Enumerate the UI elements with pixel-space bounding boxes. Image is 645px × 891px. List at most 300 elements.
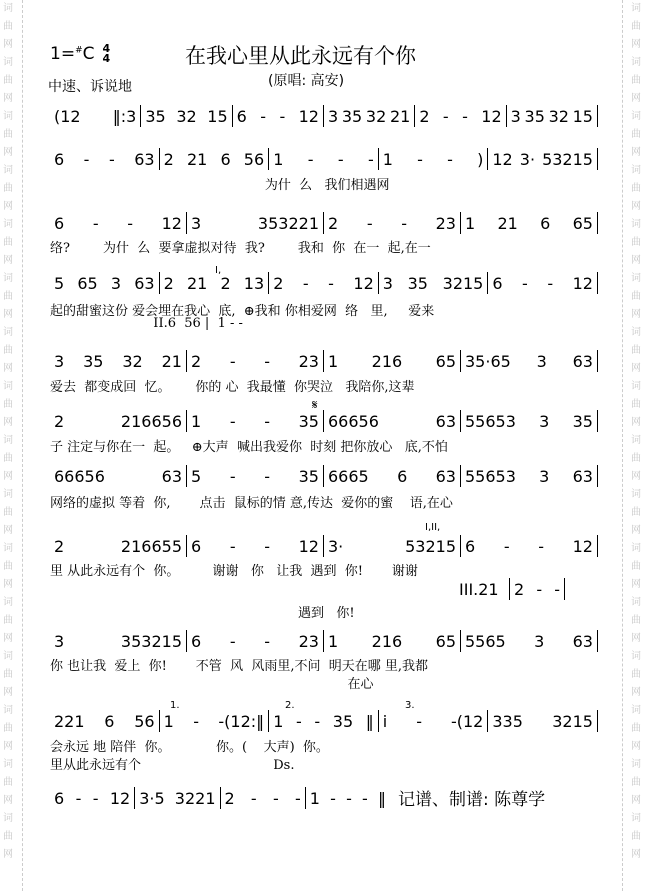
note-group: 65 xyxy=(435,351,456,371)
note-group: - xyxy=(538,536,544,556)
note-group: 3·5 xyxy=(139,788,165,808)
note-group: - xyxy=(229,466,236,486)
watermark-char: 网 xyxy=(3,39,13,50)
note-group: 63 xyxy=(572,466,593,486)
note-group: 221 xyxy=(54,711,85,731)
note-group: 216655 xyxy=(120,536,182,556)
note-group: 1 xyxy=(273,711,284,731)
note-group: - xyxy=(229,536,236,556)
volta-1: 1. xyxy=(170,700,180,711)
note-group: 63 xyxy=(572,631,593,651)
note-group: 3221 xyxy=(174,788,216,808)
tempo-marking: 中速、诉说地 xyxy=(48,79,132,95)
note-group: - xyxy=(272,788,279,808)
measure xyxy=(50,710,160,732)
note-group: 35 xyxy=(524,106,545,126)
note-group: - xyxy=(83,149,90,169)
measure xyxy=(187,465,324,487)
watermark-char: 网 xyxy=(3,363,13,374)
watermark-char: 网 xyxy=(631,579,641,590)
measure xyxy=(324,630,461,652)
note-group: 23 xyxy=(435,213,456,233)
note-group: ‖ xyxy=(365,711,374,731)
watermark-char: 词 xyxy=(3,219,13,230)
credit: 记谱、制谱: 陈尊学 xyxy=(398,790,546,810)
note-group: - xyxy=(127,213,133,233)
note-group: 32 xyxy=(548,106,569,126)
ending-mark: I, xyxy=(215,265,222,276)
watermark-char: 网 xyxy=(631,39,641,50)
note-group: 6 xyxy=(492,273,503,293)
measure xyxy=(461,535,598,557)
note-group: - xyxy=(294,788,301,808)
watermark-char: 曲 xyxy=(3,21,13,32)
note-group: - xyxy=(337,149,344,169)
note-group: 55653 xyxy=(465,466,516,486)
lyrics-line: 爱去 都变成回 忆。 你的 心 我最懂 你哭泣 我陪你,这辈 xyxy=(50,380,415,395)
watermark-char: 词 xyxy=(3,273,13,284)
watermark-char: 网 xyxy=(3,201,13,212)
note-group: 353215 xyxy=(120,631,182,651)
measure xyxy=(269,710,379,732)
note-group: 21 xyxy=(497,213,518,233)
note-group: 6 xyxy=(54,149,65,169)
watermark-char: 词 xyxy=(631,435,641,446)
watermark-char: 网 xyxy=(3,525,13,536)
key-note: C xyxy=(82,44,95,64)
note-group: 3 xyxy=(327,106,339,126)
note-group: 6 xyxy=(54,788,65,808)
note-group: 6 xyxy=(397,466,408,486)
note-group: 335 xyxy=(492,711,523,731)
note-group: 2 xyxy=(54,411,65,431)
note-group: 3 xyxy=(539,411,550,431)
measure xyxy=(50,148,160,170)
note-group: 12 xyxy=(481,106,502,126)
watermark-char: 网 xyxy=(631,795,641,806)
measure xyxy=(50,350,187,372)
note-group: 6 xyxy=(191,536,202,556)
measure xyxy=(135,787,220,809)
watermark-char: 网 xyxy=(3,741,13,752)
watermark-char: 网 xyxy=(3,255,13,266)
measure xyxy=(488,710,598,732)
volta-2: 2. xyxy=(285,700,295,711)
note-group: 23 xyxy=(298,631,319,651)
note-group: 216 xyxy=(371,351,403,371)
note-group: 35 xyxy=(83,351,104,371)
song-title: 在我心里从此永远有个你 xyxy=(185,44,416,68)
note-group: 3 xyxy=(110,273,122,293)
note-group: i xyxy=(382,711,388,731)
measure xyxy=(415,105,506,127)
note-group: 55653 xyxy=(465,411,516,431)
measure xyxy=(379,148,489,170)
note-group: 12 xyxy=(298,536,319,556)
measure xyxy=(50,465,187,487)
watermark-char: 词 xyxy=(631,705,641,716)
watermark-char: 网 xyxy=(631,363,641,374)
watermark-char: 曲 xyxy=(3,237,13,248)
note-group: - xyxy=(279,106,286,126)
watermark-char: 词 xyxy=(631,219,641,230)
watermark-char: 词 xyxy=(3,489,13,500)
note-group: 1 xyxy=(163,711,174,731)
note-group: 5 xyxy=(54,273,65,293)
watermark-char: 曲 xyxy=(3,777,13,788)
watermark-char: 网 xyxy=(631,147,641,158)
lyrics-line: 在心 xyxy=(50,677,374,692)
note-group: 216 xyxy=(371,631,403,651)
watermark-char: 网 xyxy=(3,849,13,860)
note-group: 63 xyxy=(435,466,456,486)
note-group: 35 xyxy=(298,466,319,486)
watermark-char: 词 xyxy=(631,57,641,68)
watermark-char: 词 xyxy=(631,651,641,662)
note-group: 216656 xyxy=(120,411,182,431)
note-group: 6 xyxy=(236,106,247,126)
note-group: 21 xyxy=(186,149,208,169)
watermark-char: 曲 xyxy=(631,777,641,788)
note-group: - xyxy=(75,788,82,808)
note-group: 1 xyxy=(382,149,393,169)
note-group: 32 xyxy=(176,106,197,126)
note-group: ‖:3 xyxy=(112,106,137,126)
note-group: 3 xyxy=(54,351,65,371)
watermark-char: 曲 xyxy=(631,723,641,734)
measure xyxy=(507,105,598,127)
note-group: 15 xyxy=(207,106,228,126)
watermark-char: 词 xyxy=(3,543,13,554)
note-group: 23 xyxy=(298,351,319,371)
lyrics-line: 遇到 你! xyxy=(50,606,355,621)
measure xyxy=(187,630,324,652)
watermark-char: 曲 xyxy=(631,615,641,626)
note-group: - xyxy=(264,411,270,431)
watermark-char: 词 xyxy=(631,273,641,284)
note-group: 53215 xyxy=(405,536,456,556)
volta-3: 3. xyxy=(405,700,415,711)
watermark-char: 词 xyxy=(3,165,13,176)
watermark-char: 曲 xyxy=(3,669,13,680)
time-bottom: 4 xyxy=(102,52,111,65)
note-group: 53215 xyxy=(542,149,593,169)
note-group: 12 xyxy=(572,536,593,556)
lyrics-line: 你 也让我 爱上 你! 不管 风 风雨里,不问 明天在哪 里,我都 xyxy=(50,659,429,674)
watermark-char: 词 xyxy=(631,327,641,338)
note-group: 15 xyxy=(572,106,593,126)
note-group: - xyxy=(264,466,270,486)
note-group: 65 xyxy=(77,273,98,293)
note-group: 65 xyxy=(435,631,456,651)
note-group: - xyxy=(547,273,554,293)
note-group: - xyxy=(307,149,314,169)
note-group: 21 xyxy=(186,273,208,293)
note-group: 6 xyxy=(540,213,551,233)
measure xyxy=(187,535,324,557)
notation-row xyxy=(50,272,598,294)
note-group: - xyxy=(417,149,423,169)
watermark-char: 曲 xyxy=(3,831,13,842)
measure xyxy=(187,212,324,234)
note-group: 2 xyxy=(163,273,174,293)
right-margin-line xyxy=(622,0,623,891)
watermark-char: 词 xyxy=(3,435,13,446)
note-group: 1 xyxy=(309,788,320,808)
watermark-char: 网 xyxy=(631,201,641,212)
watermark-char: 曲 xyxy=(631,237,641,248)
note-group: 32 xyxy=(122,351,143,371)
watermark-char: 曲 xyxy=(631,561,641,572)
note-group: 3 xyxy=(510,106,521,126)
measure xyxy=(50,787,135,809)
watermark-char: 网 xyxy=(3,309,13,320)
note-group: 6 xyxy=(465,536,476,556)
note-group: 12 xyxy=(298,106,319,126)
measure xyxy=(50,410,187,432)
lyrics-line: 会永远 地 陪伴 你。 你。( 大声) 你。 xyxy=(50,740,329,755)
watermark-char: 词 xyxy=(3,759,13,770)
notation-row xyxy=(50,105,598,127)
note-group: 35 xyxy=(332,711,354,731)
time-top: 4 xyxy=(102,42,111,55)
measure xyxy=(187,350,324,372)
lyrics-line: 络? 为什 么 要拿虚拟对待 我? 我和 你 在一 起,在一 xyxy=(50,241,431,256)
notation-row xyxy=(455,578,565,600)
measure xyxy=(160,710,270,732)
measure xyxy=(324,105,415,127)
watermark-char: 网 xyxy=(3,687,13,698)
notation-row xyxy=(50,212,598,234)
note-group: 32 xyxy=(365,106,387,126)
measure xyxy=(324,410,461,432)
note-group: 3 xyxy=(54,631,65,651)
measure xyxy=(233,105,324,127)
measure xyxy=(50,630,187,652)
watermark-char: 曲 xyxy=(631,507,641,518)
note-group: 66656 xyxy=(328,411,379,431)
note-group: - xyxy=(503,536,510,556)
watermark-left xyxy=(0,0,16,864)
watermark-char: 曲 xyxy=(3,615,13,626)
note-group: 3215 xyxy=(552,711,593,731)
note-group: 66656 xyxy=(54,466,105,486)
note-group: 35 xyxy=(572,411,593,431)
watermark-char: 曲 xyxy=(631,399,641,410)
note-group: - xyxy=(264,351,270,371)
note-group: 63 xyxy=(134,149,155,169)
watermark-char: 网 xyxy=(3,147,13,158)
note-group: - xyxy=(346,788,352,808)
note-group: 6 xyxy=(104,711,115,731)
note-group: 35 xyxy=(407,273,428,293)
note-group: 63 xyxy=(435,411,456,431)
measure xyxy=(50,105,141,127)
note-group: - xyxy=(295,711,302,731)
note-group: 2 xyxy=(273,273,284,293)
watermark-char: 网 xyxy=(3,579,13,590)
lyrics-line: 子 注定与你在一 起。 ⊕大声 喊出我爱你 时刻 把你放心 底,不怕 xyxy=(50,440,448,455)
watermark-char: 曲 xyxy=(631,183,641,194)
measure xyxy=(160,272,270,294)
watermark-char: 曲 xyxy=(3,561,13,572)
notation-row xyxy=(50,787,390,809)
measure xyxy=(461,465,598,487)
note-group: -(12 xyxy=(450,711,484,731)
note-group: - xyxy=(442,106,449,126)
note-group: (12 xyxy=(54,106,81,126)
note-group: - xyxy=(328,273,334,293)
measure xyxy=(50,212,187,234)
watermark-char: 词 xyxy=(631,759,641,770)
note-group: 12 xyxy=(109,788,131,808)
lyrics-line: 起的甜蜜这份 爱会埋在我心 底, ⊕我和 你相爱网 络 里, 爱来 xyxy=(50,304,435,319)
note-group: - xyxy=(314,711,321,731)
original-singer: (原唱: 高安) xyxy=(268,73,345,89)
measure xyxy=(461,630,598,652)
note-group: - xyxy=(264,631,270,651)
watermark-char: 词 xyxy=(631,813,641,824)
note-group: 3 xyxy=(191,213,202,233)
measure xyxy=(510,578,565,600)
watermark-char: 词 xyxy=(3,57,13,68)
note-group: - xyxy=(362,788,368,808)
ending-mark: I,II, xyxy=(425,522,441,533)
watermark-char: 曲 xyxy=(631,669,641,680)
measure xyxy=(160,148,270,170)
watermark-char: 词 xyxy=(631,489,641,500)
measure xyxy=(50,535,187,557)
watermark-char: 曲 xyxy=(3,129,13,140)
note-group: - xyxy=(462,106,468,126)
lyrics-line: 里从此永远有个 Ds. xyxy=(50,758,295,773)
watermark-char: 网 xyxy=(631,93,641,104)
note-group: 5565 xyxy=(465,631,506,651)
measure xyxy=(461,410,598,432)
watermark-char: 网 xyxy=(631,633,641,644)
note-group: 13 xyxy=(243,273,265,293)
measure xyxy=(324,350,461,372)
note-group: 2 xyxy=(220,273,231,293)
note-group: 6 xyxy=(220,149,231,169)
notation-row xyxy=(50,350,598,372)
watermark-char: 网 xyxy=(3,795,13,806)
note-group: - xyxy=(260,106,267,126)
watermark-char: 网 xyxy=(631,255,641,266)
notation-row xyxy=(50,535,598,557)
note-group: 3· xyxy=(519,149,536,169)
watermark-char: 词 xyxy=(3,813,13,824)
note-group: 1 xyxy=(465,213,476,233)
measure xyxy=(324,212,461,234)
watermark-char: 网 xyxy=(631,525,641,536)
note-group: 12 xyxy=(572,273,593,293)
watermark-char: 曲 xyxy=(3,291,13,302)
measure xyxy=(306,787,390,809)
watermark-char: 词 xyxy=(631,597,641,608)
measure xyxy=(488,148,598,170)
watermark-char: 网 xyxy=(3,93,13,104)
watermark-char: 词 xyxy=(631,3,641,14)
watermark-char: 网 xyxy=(631,471,641,482)
note-group: 6665 xyxy=(328,466,369,486)
note-group: -(12:‖ xyxy=(218,711,265,731)
note-group: 63 xyxy=(572,351,593,371)
watermark-char: 网 xyxy=(3,633,13,644)
watermark-char: 曲 xyxy=(631,291,641,302)
note-group: 2 xyxy=(191,351,202,371)
note-group: - xyxy=(92,213,99,233)
note-group: - xyxy=(330,788,336,808)
notation-row xyxy=(50,630,598,652)
watermark-char: 网 xyxy=(631,687,641,698)
watermark-char: 词 xyxy=(3,327,13,338)
watermark-char: 词 xyxy=(631,111,641,122)
watermark-right xyxy=(628,0,644,864)
note-group: 35 xyxy=(298,411,319,431)
watermark-char: 词 xyxy=(3,651,13,662)
note-group: 12 xyxy=(161,213,182,233)
note-group: - xyxy=(229,351,236,371)
note-group: III.21 xyxy=(459,579,499,599)
measure xyxy=(461,212,598,234)
measure xyxy=(269,148,379,170)
watermark-char: 词 xyxy=(3,597,13,608)
time-signature xyxy=(102,44,110,64)
segno-mark: 𝄋 xyxy=(312,398,318,413)
note-group: - xyxy=(522,273,528,293)
note-group: 353221 xyxy=(257,213,319,233)
measure xyxy=(461,350,598,372)
note-group: 35 xyxy=(145,106,166,126)
note-group: 3 xyxy=(534,631,545,651)
measure xyxy=(488,272,598,294)
note-group: 2 xyxy=(514,579,525,599)
measure xyxy=(50,272,160,294)
measure xyxy=(379,272,489,294)
note-group: - xyxy=(108,149,115,169)
note-group: 21 xyxy=(389,106,411,126)
watermark-char: 曲 xyxy=(3,75,13,86)
note-group: 35 xyxy=(341,106,363,126)
note-group: - xyxy=(401,213,407,233)
key-label: 1= xyxy=(50,44,76,64)
note-group: 65 xyxy=(572,213,593,233)
note-group: - xyxy=(366,213,373,233)
watermark-char: 词 xyxy=(3,705,13,716)
note-group: - xyxy=(229,411,236,431)
watermark-char: 网 xyxy=(631,741,641,752)
measure xyxy=(379,710,489,732)
note-group: - xyxy=(536,579,543,599)
note-group: 2 xyxy=(54,536,65,556)
watermark-char: 曲 xyxy=(3,399,13,410)
note-group: - xyxy=(367,149,374,169)
note-group: 56 xyxy=(134,711,155,731)
note-group: 6 xyxy=(54,213,65,233)
note-group: 12 xyxy=(353,273,374,293)
notation-row xyxy=(50,710,598,732)
note-group: 3215 xyxy=(442,273,484,293)
note-group: - xyxy=(302,273,309,293)
note-group: 2 xyxy=(224,788,235,808)
notation-row xyxy=(50,148,598,170)
key-signature xyxy=(50,44,110,64)
notation-row xyxy=(50,410,598,432)
measure xyxy=(269,272,379,294)
measure xyxy=(141,105,232,127)
note-group: 2 xyxy=(163,149,174,169)
